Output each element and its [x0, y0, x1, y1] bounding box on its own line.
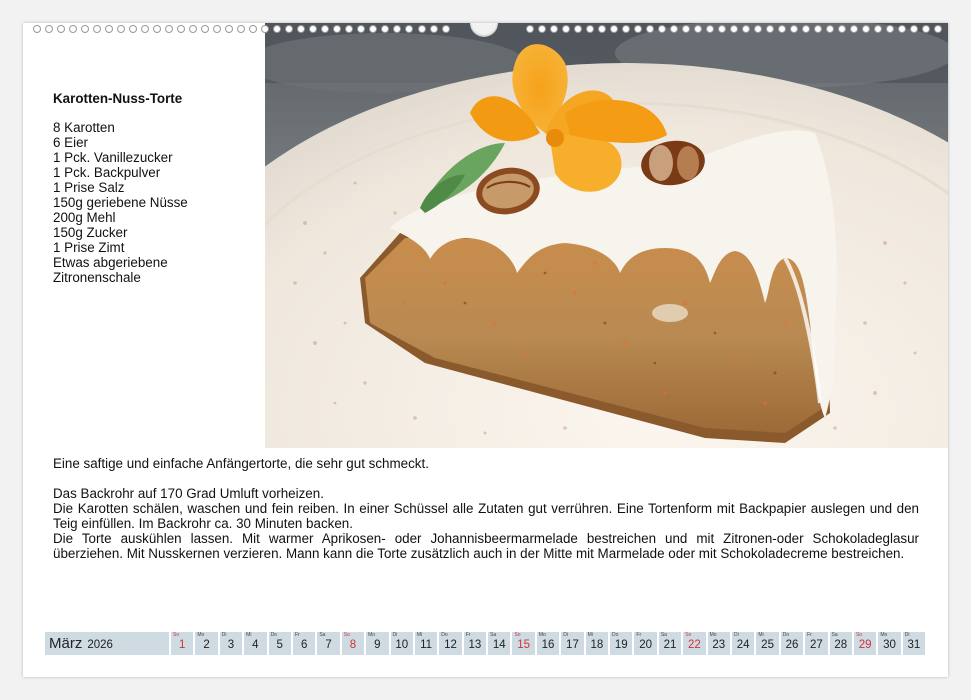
day-number: 7 — [325, 639, 332, 651]
binding-ring — [718, 25, 726, 33]
day-number: 8 — [349, 639, 357, 651]
binding-ring — [730, 25, 738, 33]
weekday-label: Sa — [660, 632, 667, 638]
day-number: 15 — [517, 639, 531, 651]
binding-ring — [177, 25, 185, 33]
weekday-label: Mo — [880, 632, 888, 638]
weekday-label: Mo — [368, 632, 376, 638]
binding-ring — [550, 25, 558, 33]
calendar-day — [586, 632, 608, 655]
calendar-day — [854, 632, 876, 655]
binding-ring — [418, 25, 426, 33]
binding-ring — [309, 25, 317, 33]
weekday-label: Mi — [758, 632, 764, 638]
calendar-day — [903, 632, 925, 655]
binding-ring — [670, 25, 678, 33]
ingredient-item: 1 Prise Salz — [53, 180, 125, 195]
ingredient-item: 150g geriebene Nüsse — [53, 195, 188, 210]
calendar-day — [561, 632, 583, 655]
weekday-label: Sa — [831, 632, 838, 638]
binding-ring — [45, 25, 53, 33]
year: 2026 — [87, 638, 113, 651]
binding-ring — [586, 25, 594, 33]
binding-ring — [33, 25, 41, 33]
binding-ring — [850, 25, 858, 33]
calendar-day — [439, 632, 461, 655]
recipe-box — [53, 91, 263, 285]
weekday-label: Fr — [465, 632, 471, 638]
recipe-title: Karotten-Nuss-Torte — [53, 91, 183, 106]
day-number: 24 — [736, 639, 750, 651]
weekday-label: So — [173, 632, 180, 638]
weekday-label: So — [514, 632, 521, 638]
binding-ring — [766, 25, 774, 33]
binding-ring — [430, 25, 438, 33]
binding-ring — [934, 25, 942, 33]
binding-ring — [658, 25, 666, 33]
binding-ring — [634, 25, 642, 33]
ingredient-item: Etwas abgeriebene — [53, 255, 168, 270]
calendar-day — [732, 632, 754, 655]
day-number: 3 — [227, 639, 235, 651]
binding-ring — [273, 25, 281, 33]
binding-ring — [213, 25, 221, 33]
calendar-day — [293, 632, 315, 655]
binding-ring — [862, 25, 870, 33]
binding-ring — [249, 25, 257, 33]
binding-ring — [153, 25, 161, 33]
binding-ring — [442, 25, 450, 33]
calendar-day — [391, 632, 413, 655]
weekday-label: So — [343, 632, 350, 638]
binding-ring — [706, 25, 714, 33]
binding-ring — [93, 25, 101, 33]
binding-ring — [562, 25, 570, 33]
binding-ring — [393, 25, 401, 33]
binding-ring — [814, 25, 822, 33]
binding-ring — [405, 25, 413, 33]
binding-ring — [574, 25, 582, 33]
day-number: 18 — [590, 639, 604, 651]
calendar-day — [195, 632, 217, 655]
weekday-label: Mi — [416, 632, 423, 638]
calendar-day — [220, 632, 242, 655]
weekday-label: Do — [782, 632, 790, 638]
ingredient-item: 1 Pck. Vanillezucker — [53, 150, 173, 165]
day-number: 4 — [252, 639, 259, 651]
weekday-label: Di — [904, 632, 910, 638]
binding-ring — [237, 25, 245, 33]
weekday-label: Di — [563, 632, 568, 638]
ingredient-item: 8 Karotten — [53, 120, 115, 135]
weekday-label: Di — [733, 632, 739, 638]
binding-ring — [105, 25, 113, 33]
weekday-label: So — [685, 632, 692, 638]
binding-ring — [381, 25, 389, 33]
weekday-label: Mo — [538, 632, 546, 638]
binding-ring — [297, 25, 305, 33]
day-number: 5 — [276, 639, 283, 651]
weekday-label: Sa — [319, 632, 326, 638]
recipe-intro: Eine saftige und einfache Anfängertorte, die sehr gut schmeckt. — [53, 456, 429, 471]
day-number: 29 — [858, 639, 872, 651]
calendar-day — [317, 632, 339, 655]
binding-ring — [646, 25, 654, 33]
day-number: 13 — [468, 639, 482, 651]
recipe-step: Die Torte auskühlen lassen. Mit warmer Aprikosen- oder Johannisbeermarmelade bestreichen und mit Zitronen-oder Schokoladeglasur überziehen. Mit Nusskernen verzieren. Mann kann die Torte zusätzlich auch in der Mitte mit Marmelade oder mit Schokoladecreme bestreichen. — [53, 531, 919, 561]
binding-ring — [81, 25, 89, 33]
binding-ring — [117, 25, 125, 33]
binding-ring — [886, 25, 894, 33]
day-number: 20 — [639, 639, 653, 651]
weekday-label: Do — [270, 632, 277, 638]
calendar-day — [708, 632, 730, 655]
calendar-day — [781, 632, 803, 655]
binding-ring — [682, 25, 690, 33]
binding-ring — [742, 25, 750, 33]
day-number: 30 — [883, 639, 896, 651]
weekday-label: Mi — [587, 632, 593, 638]
binding-ring — [357, 25, 365, 33]
day-number: 26 — [785, 639, 799, 651]
binding-ring — [321, 25, 329, 33]
binding-ring — [189, 25, 197, 33]
recipe-step: Das Backrohr auf 170 Grad Umluft vorheizen. — [53, 486, 324, 501]
binding-ring — [874, 25, 882, 33]
weekday-label: So — [855, 632, 863, 638]
calendar-strip — [45, 632, 926, 655]
binding-ring — [826, 25, 834, 33]
calendar-day — [512, 632, 534, 655]
weekday-label: Sa — [490, 632, 497, 638]
binding-ring — [694, 25, 702, 33]
calendar-day — [537, 632, 559, 655]
calendar-page — [23, 23, 948, 677]
binding-ring — [285, 25, 293, 33]
carrot-cake-image — [265, 23, 948, 448]
calendar-day — [878, 632, 900, 655]
calendar-day — [171, 632, 193, 655]
cake-photo — [265, 23, 948, 448]
binding-ring — [225, 25, 233, 33]
binding-ring — [141, 25, 149, 33]
weekday-label: Mo — [709, 632, 717, 638]
calendar-day — [830, 632, 852, 655]
calendar-day — [805, 632, 827, 655]
calendar-day — [610, 632, 632, 655]
ingredient-item: 1 Pck. Backpulver — [53, 165, 161, 180]
ingredient-item: 1 Prise Zimt — [53, 240, 125, 255]
day-number: 2 — [203, 639, 210, 651]
binding-ring — [526, 25, 534, 33]
binding-ring — [598, 25, 606, 33]
calendar-day — [366, 632, 388, 655]
calendar-day — [244, 632, 266, 655]
binding-ring — [57, 25, 65, 33]
day-number: 17 — [566, 639, 579, 651]
binding-ring — [333, 25, 341, 33]
day-number: 23 — [712, 639, 726, 651]
ingredient-list — [53, 120, 263, 285]
calendar-day — [415, 632, 437, 655]
weekday-label: Mo — [197, 632, 205, 638]
recipe-description — [53, 456, 919, 561]
calendar-day — [634, 632, 656, 655]
day-number: 11 — [420, 639, 433, 651]
calendar-day — [269, 632, 291, 655]
day-number: 1 — [178, 639, 186, 651]
binding-ring — [922, 25, 930, 33]
calendar-month-label — [45, 632, 169, 655]
day-number: 14 — [492, 639, 506, 651]
weekday-label: Fr — [807, 632, 812, 638]
calendar-day — [488, 632, 510, 655]
binding-ring — [910, 25, 918, 33]
day-number: 12 — [444, 639, 457, 651]
binding-ring — [369, 25, 377, 33]
binding-ring — [838, 25, 846, 33]
binding-ring — [165, 25, 173, 33]
recipe-step: Die Karotten schälen, waschen und fein reiben. In einer Schüssel alle Zutaten gut verrühren. Eine Tortenform mit Backpapier auslegen und den Teig einfüllen. Im Backrohr ca. 30 Minuten backen. — [53, 501, 919, 531]
day-number: 21 — [663, 639, 677, 651]
calendar-day — [756, 632, 778, 655]
day-number: 31 — [907, 639, 921, 651]
day-number: 10 — [395, 639, 409, 651]
calendar-day — [659, 632, 681, 655]
day-number: 6 — [300, 639, 308, 651]
binding-ring — [790, 25, 798, 33]
day-number: 28 — [834, 639, 848, 651]
ingredient-item: 150g Zucker — [53, 225, 128, 240]
binding-ring — [610, 25, 618, 33]
binding-ring — [538, 25, 546, 33]
binding-ring — [69, 25, 77, 33]
binding-ring — [754, 25, 762, 33]
day-number: 25 — [761, 639, 774, 651]
binding-ring — [201, 25, 209, 33]
day-number: 27 — [809, 639, 823, 651]
binding-ring — [802, 25, 810, 33]
day-number: 9 — [374, 639, 381, 651]
calendar-day — [464, 632, 486, 655]
ingredient-item: 200g Mehl — [53, 210, 116, 225]
day-number: 16 — [541, 639, 555, 651]
weekday-label: Do — [441, 632, 448, 638]
weekday-label: Mi — [246, 632, 252, 638]
weekday-label: Do — [612, 632, 619, 638]
day-number: 22 — [688, 639, 701, 651]
day-number: 19 — [614, 639, 628, 651]
binding-ring — [261, 25, 269, 33]
weekday-label: Di — [392, 632, 398, 638]
ingredient-item: Zitronenschale — [53, 270, 141, 285]
weekday-label: Fr — [636, 632, 642, 638]
calendar-day — [342, 632, 364, 655]
weekday-label: Di — [221, 632, 227, 638]
month-name: März — [49, 635, 83, 652]
ingredient-item: 6 Eier — [53, 135, 88, 150]
binding-ring — [778, 25, 786, 33]
binding-ring — [622, 25, 630, 33]
calendar-day — [683, 632, 705, 655]
binding-ring — [898, 25, 906, 33]
weekday-label: Fr — [294, 632, 300, 638]
binding-ring — [345, 25, 353, 33]
binding-ring — [129, 25, 137, 33]
